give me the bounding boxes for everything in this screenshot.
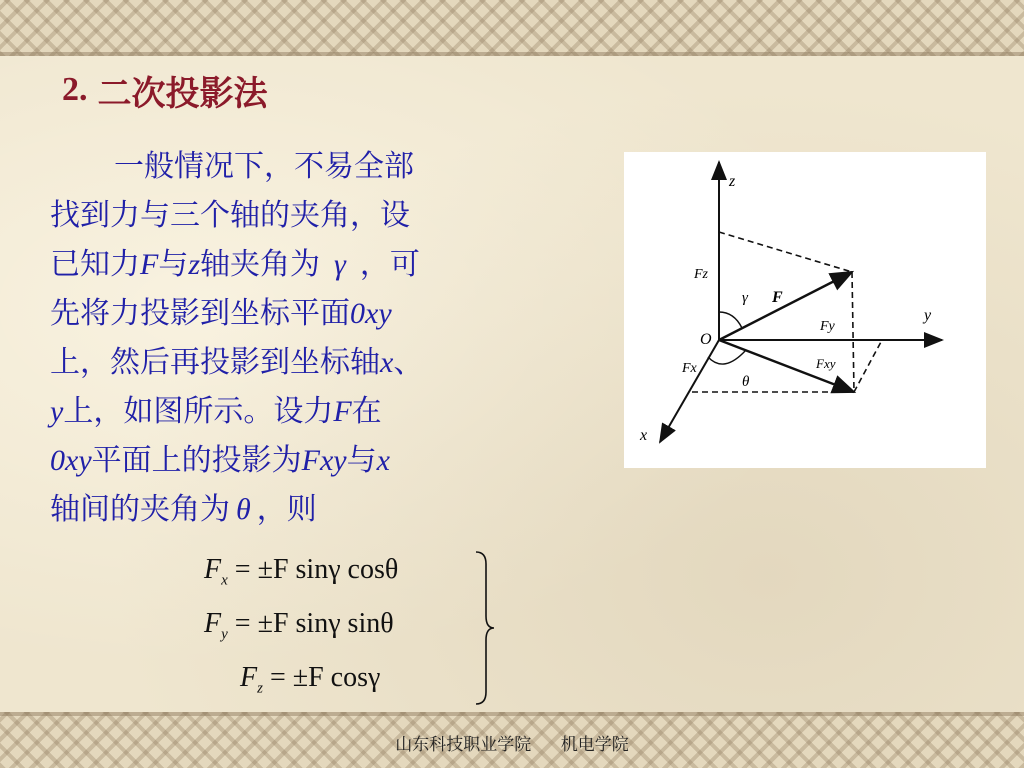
text-run: 、 (393, 345, 424, 380)
gamma-arc (719, 312, 742, 328)
formula-rhs: = ±F sinγ cosθ (234, 554, 399, 585)
label-x: x (640, 427, 648, 444)
footer-department: 机电学院 (560, 735, 629, 755)
theta-arc (708, 350, 746, 364)
slide-title (62, 62, 268, 118)
label-O: O (700, 331, 712, 348)
formula-rhs: = ±F cosγ (269, 662, 381, 693)
label-Fx: Fx (682, 361, 697, 376)
text-run: 已知力 (50, 247, 140, 282)
paragraph-line (50, 240, 540, 289)
text-run: 轴间的夹角为 (50, 492, 230, 527)
math-symbol: 0xy (50, 444, 92, 477)
dashed-line (852, 272, 854, 392)
label-F: F (772, 289, 783, 306)
math-symbol: x (376, 444, 390, 477)
force-projection-diagram (624, 152, 986, 468)
footer-school: 山东科技职业学院 (395, 735, 532, 755)
label-Fxy: Fxy (816, 356, 836, 371)
footer (0, 730, 1024, 755)
formula-lhs: F (204, 608, 222, 639)
title-text: 二次投影法 (97, 73, 268, 114)
text-run: 与 (158, 247, 189, 282)
label-Fz: Fz (694, 267, 708, 282)
text-run: ，则 (256, 492, 317, 527)
text-run: 平面上的投影为 (91, 443, 302, 478)
formula-subscript: y (221, 626, 228, 643)
x-axis (660, 340, 719, 442)
formula-lhs: F (204, 554, 222, 585)
dashed-line (719, 232, 852, 272)
title-number: 2. (62, 71, 88, 108)
top-decorative-border (0, 0, 1024, 56)
paragraph-line (50, 387, 540, 436)
math-symbol: θ (236, 493, 251, 526)
label-Fy: Fy (820, 319, 835, 334)
paragraph-line (50, 191, 540, 240)
formula-row-z (240, 662, 380, 698)
label-theta: θ (742, 374, 750, 390)
label-y: y (924, 307, 932, 324)
paragraph-line (50, 436, 540, 485)
label-gamma: γ (742, 290, 748, 306)
paragraph-line (50, 485, 540, 534)
paragraph-line (50, 338, 540, 387)
math-symbol: x (380, 346, 394, 379)
paragraph-line (50, 289, 540, 338)
diagram-svg (624, 152, 986, 468)
formula-rhs: = ±F sinγ sinθ (234, 608, 394, 639)
math-symbol: y (50, 395, 64, 428)
label-z: z (729, 173, 736, 190)
math-symbol: F (333, 395, 352, 428)
text-run: 找到力与三个轴的夹角，设 (50, 198, 410, 233)
text-run: 上，然后再投影到坐标轴 (50, 345, 380, 380)
body-paragraph (50, 142, 540, 534)
text-run: ，可 (359, 247, 420, 282)
formula-subscript: x (221, 572, 228, 589)
dashed-line (854, 340, 882, 392)
math-symbol: z (188, 248, 201, 281)
right-brace (472, 550, 496, 706)
math-symbol: Fxy (301, 444, 347, 477)
text-run: 在 (351, 394, 382, 429)
text-run: 轴夹角为 (200, 247, 321, 282)
formula-row-x (204, 554, 398, 590)
math-symbol: 0xy (350, 297, 392, 330)
text-run: 先将力投影到坐标平面 (50, 296, 350, 331)
formula-row-y (204, 608, 394, 644)
text-run: 一般情况下，不易全部 (114, 149, 414, 184)
math-symbol: γ (334, 248, 346, 281)
projection-formula (196, 548, 506, 708)
text-run: 与 (346, 443, 377, 478)
math-symbol: F (140, 248, 159, 281)
text-run: 上，如图所示。设力 (63, 394, 334, 429)
formula-lhs: F (240, 662, 258, 693)
formula-subscript: z (257, 680, 263, 697)
paragraph-line (50, 142, 540, 191)
